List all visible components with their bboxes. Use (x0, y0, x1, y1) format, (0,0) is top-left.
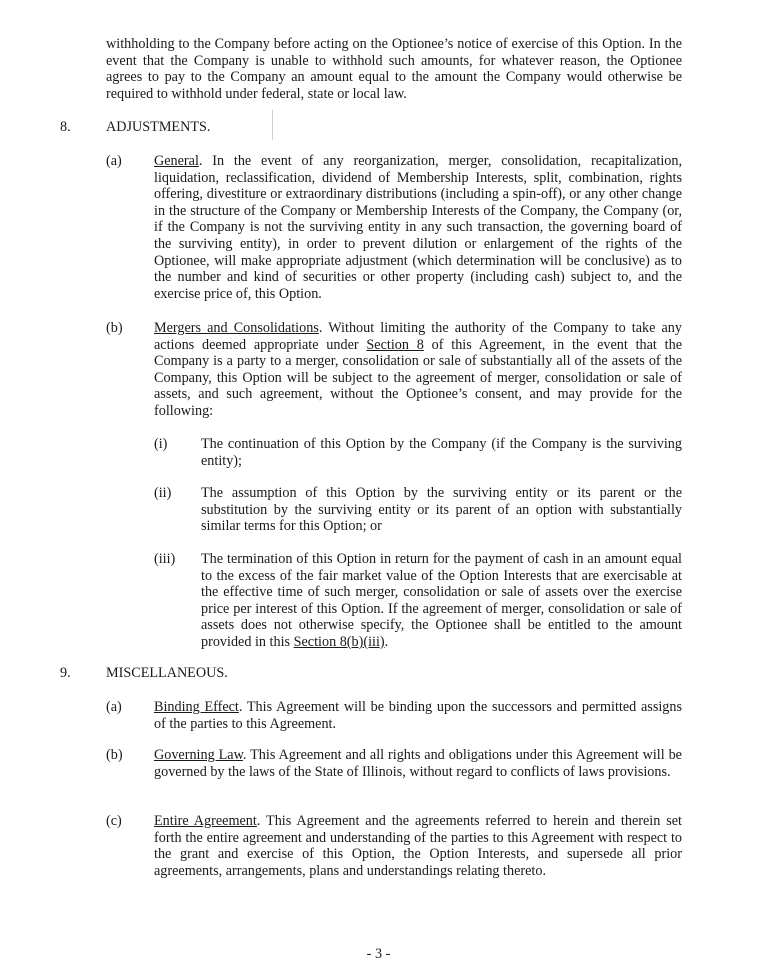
section-8b-paragraph (154, 320, 682, 420)
section-8-reference: Section 8 (366, 336, 424, 353)
section-9c-text: . This Agreement and the agreements referred to herein and therein set forth the entire agreement and understanding of the parties to this Agreement with respect to the grant and exercise of this Option, the Option Interests, and supersede all prior agreements, arrangements, plans and understandings relating thereto. (154, 813, 682, 879)
section-9a-title: Binding Effect (154, 699, 239, 715)
section-9a-label: (a) (106, 699, 122, 715)
section-8b-ii-label: (ii) (154, 485, 172, 501)
intro-paragraph: withholding to the Company before acting on the Optionee’s notice of exercise of this Option. In the event that the Company is unable to withhold such amounts, for whatever reason, the Optionee agrees to pay to the Company an amount equal to the amount the Company would otherwise be required to withhold under federal, state or local law. (106, 36, 682, 102)
section-8a-text: . In the event of any reorganization, merger, consolidation, recapitalization, liquidation, reclassification, dividend of Membership Interests, split, combination, rights offering, divestiture or extraordinary distributions (including a spin-off), or any other change in the structure of the Company or Membership Interests of the Company, the Company (or, if the Company is not the surviving entity in any such transaction, the governing board of the surviving entity), in order to prevent dilution or enlargement of the rights of the Optionee, will make appropriate adjustment (which determination will be conclusive) as to the number and kind of securities or other property (including cash) subject to, and the exercise price of, this Option. (154, 153, 682, 302)
section-8-heading: ADJUSTMENTS. (106, 119, 211, 135)
section-8-number: 8. (60, 119, 71, 135)
section-8b-iii-paragraph (201, 551, 682, 651)
section-9b-title: Governing Law (154, 747, 243, 763)
section-8b-text-1: . Without limiting the authority of the Company to take any actions deemed appropriate under (154, 320, 682, 353)
section-8b-label: (b) (106, 320, 123, 336)
section-8a-paragraph (154, 153, 682, 302)
section-8b-iii-text: The termination of this Option in return for the payment of cash in an amount equal to the excess of the fair market value of the Option Interests that are exercisable at the effective time of such merger, consolidation or sale of assets over the exercise price per interest of this Option. If the agreement of merger, consolidation or sale of assets does not otherwise specify, the Optionee shall be entitled to the amount provided in this (201, 551, 682, 650)
section-8b-ii-text: The assumption of this Option by the surviving entity or its parent or the substitution by the surviving entity or its parent of an option with substantially similar terms for this Option; or (201, 485, 682, 535)
section-9-number: 9. (60, 665, 71, 681)
page-number: - 3 - (366, 946, 391, 963)
section-8b-title: Mergers and Consolidations (154, 320, 319, 336)
section-9a-paragraph (154, 699, 682, 732)
section-9b-paragraph (154, 747, 682, 780)
section-9c-title: Entire Agreement (154, 813, 257, 829)
section-9-heading: MISCELLANEOUS. (106, 665, 228, 681)
section-8b-iii-label: (iii) (154, 551, 176, 567)
scan-artifact-line (272, 110, 273, 140)
section-8b-i-label: (i) (154, 436, 168, 452)
section-8b-iii-reference: Section 8(b)(iii) (293, 633, 385, 650)
section-8a-title: General (154, 153, 199, 169)
section-8b-i-text: The continuation of this Option by the Company (if the Company is the surviving entity); (201, 436, 682, 469)
section-9b-label: (b) (106, 747, 123, 763)
section-9c-label: (c) (106, 813, 122, 829)
section-9a-text: . This Agreement will be binding upon the successors and permitted assigns of the parties to this Agreement. (154, 699, 682, 732)
section-9b-text: . This Agreement and all rights and obligations under this Agreement will be governed by the laws of the State of Illinois, without regard to conflicts of laws provisions. (154, 747, 682, 780)
section-8b-iii-end: . (384, 633, 389, 650)
section-8b-text-2: of this Agreement, in the event that the Company is a party to a merger, consolidation or sale of substantially all of the assets of the Company, this Option will be subject to the agreement of merger, consolidation or sale of assets, and such agreement, without the Optionee’s consent, and may provide for the following: (154, 336, 683, 419)
section-8a-label: (a) (106, 153, 122, 169)
section-9c-paragraph (154, 813, 682, 879)
